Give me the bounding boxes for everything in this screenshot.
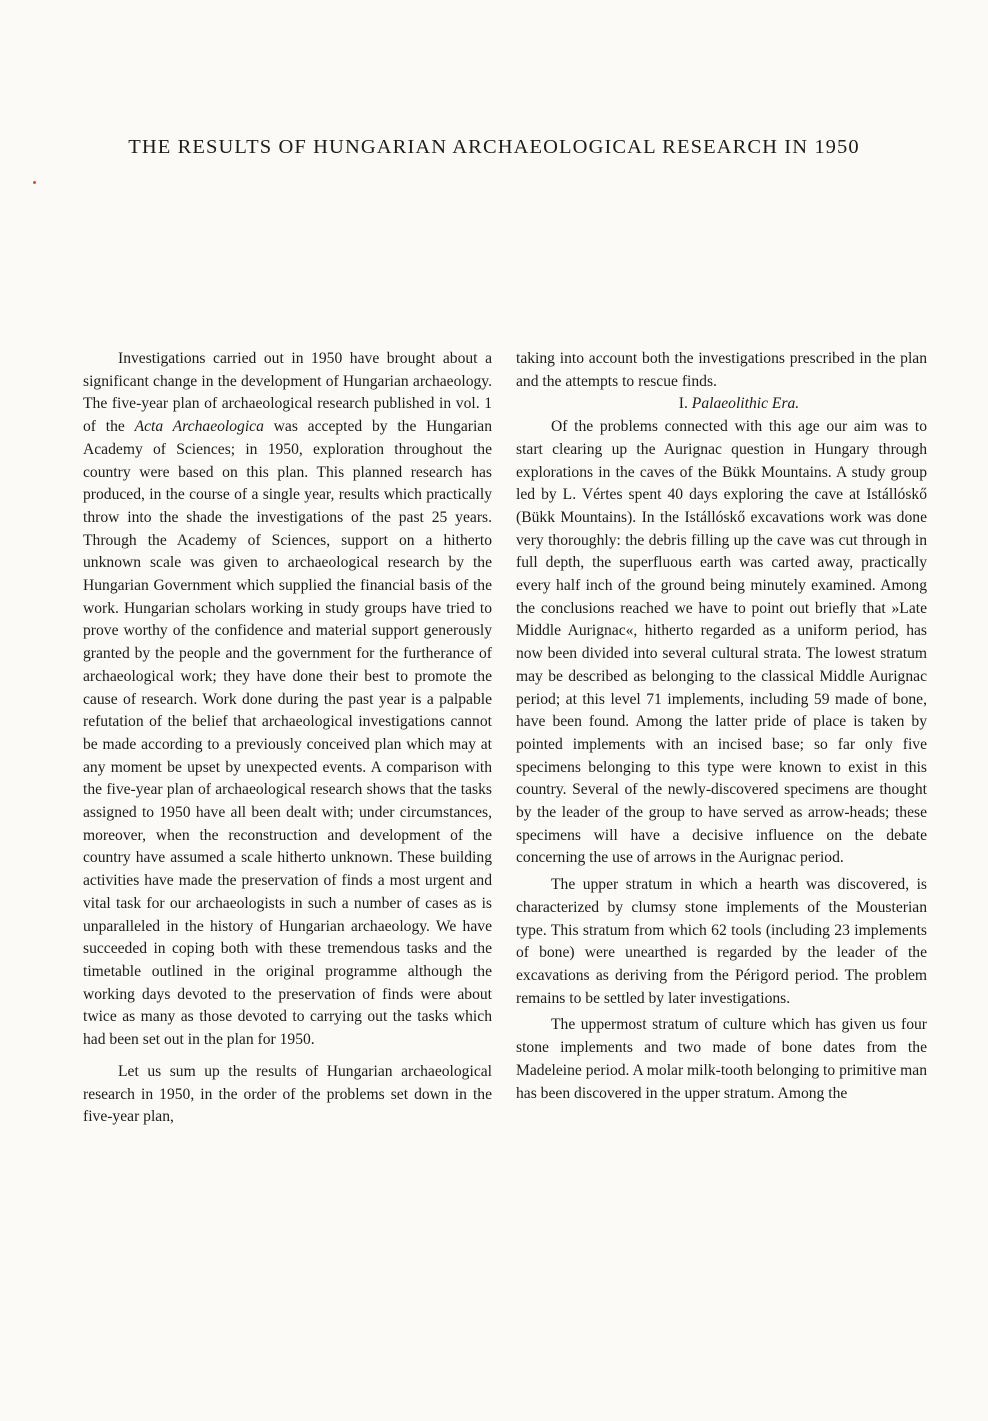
ink-speck [33,181,36,184]
paragraph-upper-stratum: The upper stratum in which a hearth was discovered, is characterized by clumsy stone implements of the Mousterian type. This stratum from which 62 tools (including 23 implements of bone) were unearthed is regarded by the leader of the excavations as deriving from the Périgord period. The problem remains to be settled by later investigations. [516,876,927,1007]
right-column [516,348,927,1105]
paragraph-summary: Let us sum up the results of Hungarian archaeological research in 1950, in the order of the problems set down in the five-year plan, [83,1062,492,1126]
section-heading: I. Palaeolithic Era. [678,395,800,413]
page-title: THE RESULTS OF HUNGARIAN ARCHAEOLOGICAL RESEARCH IN 1950 [128,136,860,158]
left-column [83,348,492,1129]
paragraph-uppermost-stratum: The uppermost stratum of culture which has given us four stone implements and two made of bone dates from the Madeleine period. A molar milk-tooth belonging to primitive man has been discovered in the upper stratum. Among the [516,1016,927,1102]
paragraph-aurignac: Of the problems connected with this age our aim was to start clearing up the Aurignac question in Hungary through explorations in the caves of the Bükk Mountains. A study group led by L. Vértes spent 40 days exploring the cave at Istállóskő (Bükk Mountains). In the Istállóskő excavations work was done very thoroughly: the debris filling up the cave was cut through in full depth, the superfluous earth was carted away, practically every half inch of the ground being minutely examined. Among the conclusions reached we have to point out briefly that »Late Middle Aurignac«, hitherto regarded as a uniform period, has now been divided into several cultural strata. The lowest stratum may be described as belonging to the classical Middle Aurignac period; at this level 71 implements, including 59 made of bone, have been found. Among the latter pride of place is taken by pointed implements with an incised base; so far only five specimens belonging to this type were known to exist in this country. Several of the newly-discovered specimens are thought by the leader of the group to have served as arrow-heads; these specimens will have a decisive influence on the debate concerning the use of arrows in the Aurignac period. [516,418,927,867]
paragraph-continued: taking into account both the investigations prescribed in the plan and the attempts to rescue finds. [516,350,927,390]
paragraph-intro: Investigations carried out in 1950 have brought about a significant change in the development of Hungarian archaeology. The five-year plan of archaeological research published in vol. 1 of the Acta Archaeologica was accepted by the Hungarian Academy of Sciences; in 1950, exploration throughout the country were based on this plan. This planned research has produced, in the course of a single year, results which practically throw into the shade the investigations of the past 25 years. Through the Academy of Sciences, support on a hitherto unknown scale was given to archaeological research by the Hungarian Government which supplied the financial basis of the work. Hungarian scholars working in study groups have tried to prove worthy of the confidence and material support generously granted by the people and the government for the furtherance of archaeological work; they have done their best to promote the cause of research. Work done during the past year is a palpable refutation of the belief that archaeological investigations cannot be made according to a previously conceived plan which may at any moment be upset by unexpected events. A comparison with the five-year plan of archaeological research shows that the tasks assigned to 1950 have all been dealt with; under circumstances, moreover, when the reconstruction and development of the country have assumed a scale hitherto unknown. These building activities have made the preservation of finds a most urgent and vital task for our archaeologists in such a number of cases as is unparalleled in the history of Hungarian archaeology. We have succeeded in coping both with these tremendous tasks and the timetable outlined in the original programme although the working days devoted to the preservation of finds were about twice as many as those devoted to carrying out the tasks which had been set out in the plan for 1950. [83,350,492,1049]
journal-title: Acta Archaeologica [134,418,264,436]
